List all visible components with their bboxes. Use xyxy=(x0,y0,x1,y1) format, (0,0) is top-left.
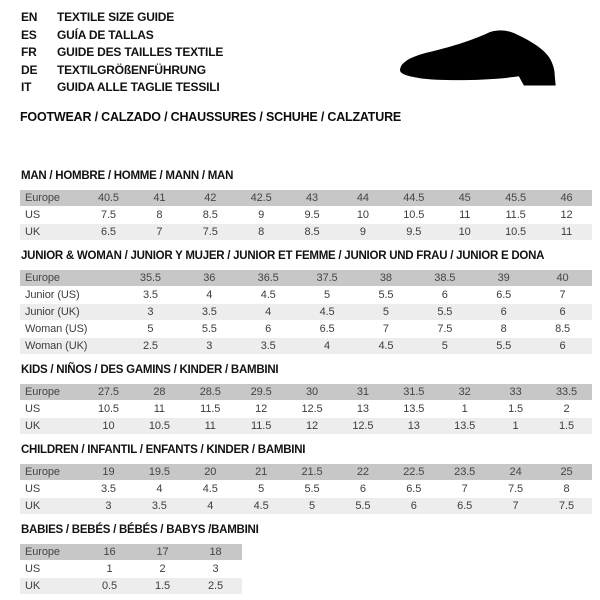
size-cell: 6 xyxy=(533,338,592,354)
language-code: IT xyxy=(21,80,32,94)
size-cell: 39 xyxy=(474,270,533,286)
size-cell: 11.5 xyxy=(490,207,541,223)
size-cell: 5.5 xyxy=(287,481,338,497)
language-code: EN xyxy=(21,10,38,24)
size-cell: 6.5 xyxy=(474,287,533,303)
size-cell: 28.5 xyxy=(185,384,236,400)
size-cell: 7 xyxy=(490,498,541,514)
size-cell: 22 xyxy=(337,464,388,480)
size-cell: 6 xyxy=(337,481,388,497)
row-label: US xyxy=(20,561,83,577)
size-cell: 12.5 xyxy=(287,401,338,417)
section-title: CHILDREN / INFANTIL / ENFANTS / KINDER / BAMBINI xyxy=(21,444,306,456)
size-cell: 45 xyxy=(439,190,490,206)
section-title: BABIES / BEBÉS / BÉBÉS / BABYS /BAMBINI xyxy=(21,524,259,536)
section-title: JUNIOR & WOMAN / JUNIOR Y MUJER / JUNIOR ET FEMME / JUNIOR UND FRAU / JUNIOR E DONA xyxy=(21,250,545,262)
row-label: US xyxy=(20,481,83,497)
size-cell: 40 xyxy=(533,270,592,286)
size-cell: 9 xyxy=(236,207,287,223)
size-cell: 12 xyxy=(287,418,338,434)
row-label: UK xyxy=(20,418,83,434)
language-row xyxy=(21,27,223,45)
size-cell: 7 xyxy=(439,481,490,497)
size-cell: 7.5 xyxy=(83,207,134,223)
size-cell: 5.5 xyxy=(180,321,239,337)
row-label: US xyxy=(20,401,83,417)
size-cell: 8.5 xyxy=(185,207,236,223)
row-label: Junior (US) xyxy=(20,287,121,303)
size-cell: 12 xyxy=(541,207,592,223)
size-cell: 3.5 xyxy=(134,498,185,514)
row-label: UK xyxy=(20,578,83,594)
size-cell: 5 xyxy=(287,498,338,514)
language-row xyxy=(21,9,223,27)
size-cell: 2.5 xyxy=(121,338,180,354)
row-label: Europe xyxy=(20,384,83,400)
table-row xyxy=(20,544,242,560)
language-row xyxy=(21,62,223,80)
row-label: US xyxy=(20,207,83,223)
size-table xyxy=(20,189,592,241)
size-cell: 9 xyxy=(337,224,388,240)
size-cell: 2.5 xyxy=(189,578,242,594)
size-cell: 11 xyxy=(185,418,236,434)
size-cell: 32 xyxy=(439,384,490,400)
size-cell: 18 xyxy=(189,544,242,560)
language-label: TEXTILE SIZE GUIDE xyxy=(57,10,175,24)
size-cell: 8.5 xyxy=(533,321,592,337)
table-row xyxy=(20,498,592,514)
row-label: UK xyxy=(20,224,83,240)
size-cell: 4.5 xyxy=(298,304,357,320)
size-cell: 7.5 xyxy=(490,481,541,497)
size-cell: 4 xyxy=(239,304,298,320)
size-tables xyxy=(20,170,592,600)
size-cell: 41 xyxy=(134,190,185,206)
language-label: GUÍA DE TALLAS xyxy=(57,27,154,42)
size-cell: 44 xyxy=(337,190,388,206)
size-cell: 28 xyxy=(134,384,185,400)
size-cell: 3.5 xyxy=(83,481,134,497)
size-cell: 7.5 xyxy=(415,321,474,337)
language-row xyxy=(21,79,223,97)
size-section xyxy=(20,524,592,595)
row-label: Junior (UK) xyxy=(20,304,121,320)
size-cell: 1.5 xyxy=(136,578,189,594)
table-row xyxy=(20,190,592,206)
size-cell: 13 xyxy=(337,401,388,417)
language-list xyxy=(21,9,223,97)
size-cell: 16 xyxy=(83,544,136,560)
table-row xyxy=(20,418,592,434)
size-cell: 5.5 xyxy=(415,304,474,320)
size-cell: 9.5 xyxy=(287,207,338,223)
size-table xyxy=(20,269,592,355)
size-cell: 7 xyxy=(357,321,416,337)
size-cell: 36 xyxy=(180,270,239,286)
size-cell: 8.5 xyxy=(287,224,338,240)
size-cell: 1.5 xyxy=(541,418,592,434)
size-cell: 5 xyxy=(298,287,357,303)
size-cell: 33 xyxy=(490,384,541,400)
size-cell: 22.5 xyxy=(388,464,439,480)
size-cell: 8 xyxy=(541,481,592,497)
size-cell: 4 xyxy=(180,287,239,303)
size-cell: 2 xyxy=(541,401,592,417)
row-label: Woman (UK) xyxy=(20,338,121,354)
size-cell: 17 xyxy=(136,544,189,560)
size-cell: 6.5 xyxy=(298,321,357,337)
size-cell: 5.5 xyxy=(474,338,533,354)
size-cell: 29.5 xyxy=(236,384,287,400)
dress-shoe-icon xyxy=(397,29,571,97)
size-section xyxy=(20,250,592,355)
size-cell: 6.5 xyxy=(83,224,134,240)
table-row xyxy=(20,561,242,577)
size-cell: 24 xyxy=(490,464,541,480)
language-code: ES xyxy=(21,27,37,42)
size-cell: 36.5 xyxy=(239,270,298,286)
size-cell: 37.5 xyxy=(298,270,357,286)
size-cell: 38 xyxy=(357,270,416,286)
size-cell: 10.5 xyxy=(83,401,134,417)
size-cell: 0.5 xyxy=(83,578,136,594)
size-cell: 2 xyxy=(136,561,189,577)
size-cell: 8 xyxy=(134,207,185,223)
table-row xyxy=(20,481,592,497)
language-label: TEXTILGRÖßENFÜHRUNG xyxy=(57,62,206,77)
table-row xyxy=(20,384,592,400)
row-label: Europe xyxy=(20,544,83,560)
size-section xyxy=(20,170,592,241)
size-cell: 4.5 xyxy=(357,338,416,354)
language-code: FR xyxy=(21,45,37,59)
size-cell: 40.5 xyxy=(83,190,134,206)
size-cell: 1.5 xyxy=(490,401,541,417)
size-cell: 5.5 xyxy=(337,498,388,514)
size-cell: 7 xyxy=(533,287,592,303)
size-cell: 4.5 xyxy=(239,287,298,303)
size-cell: 42.5 xyxy=(236,190,287,206)
table-row xyxy=(20,207,592,223)
language-label: GUIDE DES TAILLES TEXTILE xyxy=(57,45,224,59)
table-row xyxy=(20,287,592,303)
size-cell: 3 xyxy=(180,338,239,354)
size-cell: 35.5 xyxy=(121,270,180,286)
size-section xyxy=(20,364,592,435)
size-cell: 6 xyxy=(388,498,439,514)
size-cell: 19.5 xyxy=(134,464,185,480)
size-cell: 1 xyxy=(83,561,136,577)
size-cell: 5 xyxy=(415,338,474,354)
size-cell: 31 xyxy=(337,384,388,400)
size-cell: 11.5 xyxy=(185,401,236,417)
size-cell: 12 xyxy=(236,401,287,417)
section-title: MAN / HOMBRE / HOMME / MANN / MAN xyxy=(21,170,234,182)
size-cell: 3.5 xyxy=(239,338,298,354)
size-cell: 13.5 xyxy=(388,401,439,417)
size-cell: 4.5 xyxy=(236,498,287,514)
size-cell: 4 xyxy=(298,338,357,354)
size-cell: 20 xyxy=(185,464,236,480)
table-row xyxy=(20,338,592,354)
table-row xyxy=(20,304,592,320)
size-cell: 42 xyxy=(185,190,236,206)
size-cell: 27.5 xyxy=(83,384,134,400)
size-cell: 12.5 xyxy=(337,418,388,434)
size-cell: 6.5 xyxy=(439,498,490,514)
size-cell: 33.5 xyxy=(541,384,592,400)
size-cell: 10.5 xyxy=(134,418,185,434)
size-cell: 30 xyxy=(287,384,338,400)
size-cell: 6 xyxy=(533,304,592,320)
language-row xyxy=(21,44,223,62)
size-cell: 11 xyxy=(439,207,490,223)
size-cell: 44.5 xyxy=(388,190,439,206)
size-cell: 1 xyxy=(490,418,541,434)
size-table xyxy=(20,543,242,595)
size-section xyxy=(20,444,592,515)
size-cell: 5 xyxy=(121,321,180,337)
table-row xyxy=(20,464,592,480)
size-cell: 23.5 xyxy=(439,464,490,480)
table-row xyxy=(20,578,242,594)
row-label: UK xyxy=(20,498,83,514)
section-title: KIDS / NIÑOS / DES GAMINS / KINDER / BAMBINI xyxy=(21,364,279,376)
size-cell: 11.5 xyxy=(236,418,287,434)
size-cell: 6.5 xyxy=(388,481,439,497)
size-cell: 10.5 xyxy=(490,224,541,240)
size-cell: 21 xyxy=(236,464,287,480)
size-cell: 8 xyxy=(474,321,533,337)
size-cell: 1 xyxy=(439,401,490,417)
size-cell: 19 xyxy=(83,464,134,480)
size-cell: 5 xyxy=(357,304,416,320)
size-table xyxy=(20,383,592,435)
size-cell: 7.5 xyxy=(185,224,236,240)
size-cell: 46 xyxy=(541,190,592,206)
table-row xyxy=(20,270,592,286)
size-cell: 13.5 xyxy=(439,418,490,434)
size-cell: 6 xyxy=(474,304,533,320)
size-table xyxy=(20,463,592,515)
size-cell: 10.5 xyxy=(388,207,439,223)
size-cell: 45.5 xyxy=(490,190,541,206)
size-cell: 9.5 xyxy=(388,224,439,240)
size-cell: 25 xyxy=(541,464,592,480)
size-cell: 4 xyxy=(185,498,236,514)
table-row xyxy=(20,321,592,337)
size-cell: 38.5 xyxy=(415,270,474,286)
size-cell: 3.5 xyxy=(121,287,180,303)
size-cell: 3 xyxy=(121,304,180,320)
size-cell: 6 xyxy=(239,321,298,337)
size-cell: 3.5 xyxy=(180,304,239,320)
size-cell: 13 xyxy=(388,418,439,434)
size-cell: 10 xyxy=(439,224,490,240)
row-label: Woman (US) xyxy=(20,321,121,337)
language-label: GUIDA ALLE TAGLIE TESSILI xyxy=(57,80,220,94)
size-cell: 4 xyxy=(134,481,185,497)
size-cell: 3 xyxy=(83,498,134,514)
size-cell: 10 xyxy=(337,207,388,223)
size-cell: 21.5 xyxy=(287,464,338,480)
size-cell: 4.5 xyxy=(185,481,236,497)
size-cell: 8 xyxy=(236,224,287,240)
row-label: Europe xyxy=(20,270,121,286)
size-cell: 7.5 xyxy=(541,498,592,514)
table-row xyxy=(20,224,592,240)
size-cell: 11 xyxy=(541,224,592,240)
row-label: Europe xyxy=(20,190,83,206)
size-cell: 3 xyxy=(189,561,242,577)
size-cell: 31.5 xyxy=(388,384,439,400)
language-code: DE xyxy=(21,62,38,77)
category-heading: FOOTWEAR / CALZADO / CHAUSSURES / SCHUHE / CALZATURE xyxy=(20,110,402,124)
row-label: Europe xyxy=(20,464,83,480)
size-cell: 6 xyxy=(415,287,474,303)
size-cell: 10 xyxy=(83,418,134,434)
size-cell: 7 xyxy=(134,224,185,240)
size-cell: 11 xyxy=(134,401,185,417)
size-cell: 5 xyxy=(236,481,287,497)
size-cell: 5.5 xyxy=(357,287,416,303)
size-cell: 43 xyxy=(287,190,338,206)
table-row xyxy=(20,401,592,417)
